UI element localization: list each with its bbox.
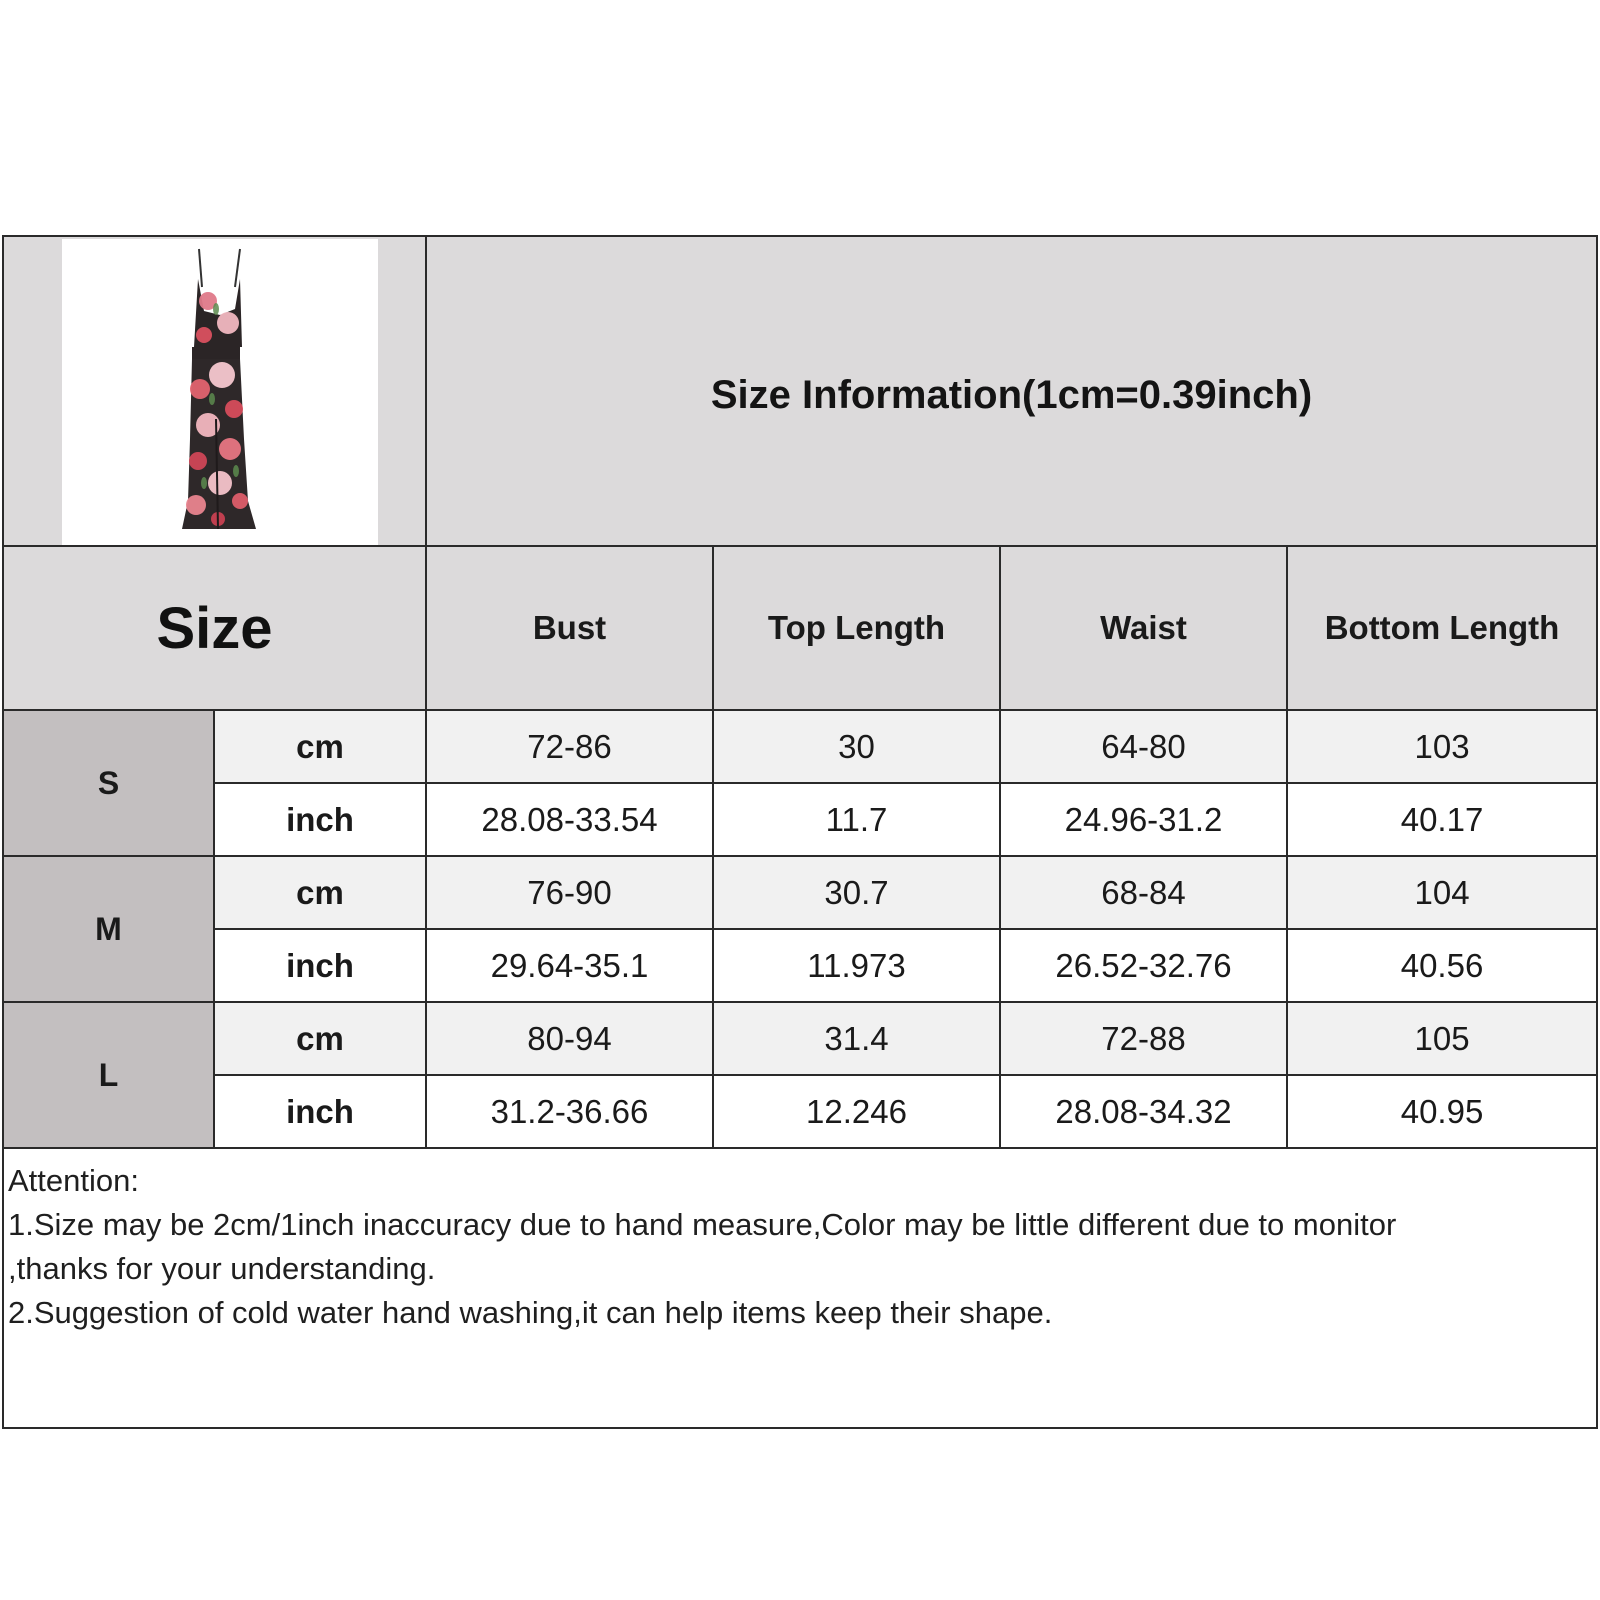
column-header: Bottom Length	[1287, 546, 1596, 710]
table-row	[4, 856, 1596, 929]
size-label: S	[97, 764, 120, 801]
value-cell: 30.7	[713, 856, 1000, 929]
value-cell: 31.4	[713, 1002, 1000, 1075]
value-cell: 64-80	[1000, 710, 1287, 783]
column-header: Top Length	[713, 546, 1000, 710]
size-label: L	[98, 1056, 119, 1093]
size-header-cell	[4, 546, 426, 710]
table-row	[4, 1075, 1596, 1148]
value-cell: 11.7	[713, 783, 1000, 856]
dress-image	[62, 239, 378, 545]
value-cell: 103	[1287, 710, 1596, 783]
value-cell: 24.96-31.2	[1000, 783, 1287, 856]
value-cell: 12.246	[713, 1075, 1000, 1148]
value-cell: 28.08-33.54	[426, 783, 713, 856]
notes-line: 1.Size may be 2cm/1inch inaccuracy due to hand measure,Color may be little different due to monitor	[8, 1207, 1397, 1242]
size-header: Size	[156, 595, 273, 661]
value-cell: 31.2-36.66	[426, 1075, 713, 1148]
size-table	[4, 237, 1596, 1149]
unit-cell: inch	[214, 783, 426, 856]
value-cell: 105	[1287, 1002, 1596, 1075]
value-cell: 104	[1287, 856, 1596, 929]
value-cell: 40.56	[1287, 929, 1596, 1002]
notes-line: 2.Suggestion of cold water hand washing,it can help items keep their shape.	[8, 1295, 1053, 1330]
size-label-cell	[4, 856, 214, 1002]
unit-cell: inch	[214, 1075, 426, 1148]
value-cell: 76-90	[426, 856, 713, 929]
value-cell: 72-88	[1000, 1002, 1287, 1075]
unit-cell: cm	[214, 710, 426, 783]
value-cell: 29.64-35.1	[426, 929, 713, 1002]
unit-cell: inch	[214, 929, 426, 1002]
value-cell: 30	[713, 710, 1000, 783]
attention-notes	[8, 1159, 1588, 1335]
unit-cell: cm	[214, 856, 426, 929]
size-label-cell	[4, 710, 214, 856]
unit-cell: cm	[214, 1002, 426, 1075]
title-row	[4, 237, 1596, 546]
value-cell: 11.973	[713, 929, 1000, 1002]
product-image-cell	[4, 237, 426, 546]
table-row	[4, 710, 1596, 783]
chart-title: Size Information(1cm=0.39inch)	[710, 372, 1313, 417]
product-photo	[62, 239, 378, 545]
value-cell: 68-84	[1000, 856, 1287, 929]
table-row	[4, 1002, 1596, 1075]
table-row	[4, 783, 1596, 856]
value-cell: 26.52-32.76	[1000, 929, 1287, 1002]
title-cell	[426, 237, 1596, 546]
size-chart	[2, 235, 1598, 1429]
value-cell: 28.08-34.32	[1000, 1075, 1287, 1148]
header-row	[4, 546, 1596, 710]
column-header: Waist	[1000, 546, 1287, 710]
value-cell: 80-94	[426, 1002, 713, 1075]
notes-line: ,thanks for your understanding.	[8, 1251, 436, 1286]
value-cell: 40.17	[1287, 783, 1596, 856]
size-label: M	[95, 910, 122, 947]
notes-heading: Attention:	[8, 1163, 139, 1198]
column-header: Bust	[426, 546, 713, 710]
value-cell: 72-86	[426, 710, 713, 783]
size-label-cell	[4, 1002, 214, 1148]
value-cell: 40.95	[1287, 1075, 1596, 1148]
table-row	[4, 929, 1596, 1002]
